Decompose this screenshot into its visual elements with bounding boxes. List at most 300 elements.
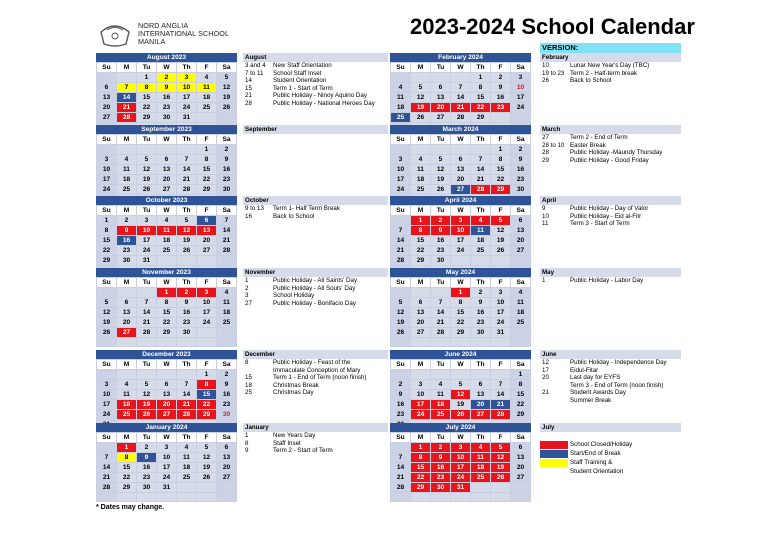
month-events [243,125,388,134]
day-cell: 15 [157,308,177,318]
day-cell: 9 [431,453,451,463]
day-cell [157,338,177,347]
day-cell: 8 [471,83,491,93]
day-cell: 26 [491,246,511,256]
event-row [540,389,681,397]
day-cell: 4 [157,216,177,226]
event-row [243,447,388,455]
day-cell: 24 [391,185,411,195]
day-cell: 9 [217,155,237,165]
day-cell [491,338,511,347]
day-cell: 10 [97,165,117,175]
legend-swatch-training [540,459,568,467]
day-cell: 4 [431,380,451,390]
day-cell: 2 [391,380,411,390]
day-cell: 5 [491,216,511,226]
day-cell: 7 [137,298,157,308]
day-cell: 24 [177,103,197,113]
day-cell: 7 [431,298,451,308]
day-cell: 29 [411,256,431,266]
day-cell: 11 [217,298,237,308]
event-row [540,142,681,150]
month-title: June 2024 [390,350,531,359]
event-date: 26 [542,77,549,85]
day-cell [97,370,117,380]
day-cell: 9 [177,298,197,308]
day-cell [177,483,197,493]
day-cell [491,483,511,493]
day-cell: 2 [217,370,237,380]
day-cell: 22 [97,246,117,256]
day-cell: 21 [217,236,237,246]
day-cell: 8 [157,298,177,308]
weekday-header: F [197,135,217,145]
event-label: Public Holiday - Labor Day [570,277,644,284]
month-calendar [390,53,531,132]
month-events [243,268,388,307]
day-cell [511,483,531,493]
day-cell: 25 [411,185,431,195]
day-cell: 1 [197,145,217,155]
day-cell: 27 [117,328,137,338]
day-cell: 23 [431,246,451,256]
day-cell: 29 [197,185,217,195]
legend-label-break: Start/End of Break [570,450,621,457]
weekday-header: Su [97,206,117,216]
event-label: Term 3 - End of Term (noon finish) [570,381,664,389]
weekday-header: Tu [137,135,157,145]
day-cell: 19 [451,400,471,410]
day-cell: 9 [511,155,531,165]
month-events [540,268,681,285]
event-row [540,213,681,221]
day-cell: 9 [391,390,411,400]
day-cell: 30 [157,113,177,123]
day-cell: 15 [97,236,117,246]
day-cell: 17 [177,93,197,103]
weekday-header: W [157,433,177,443]
event-date: 29 [542,156,549,164]
day-cell: 13 [511,453,531,463]
weekday-header: Sa [511,360,531,370]
day-cell: 11 [471,226,491,236]
day-cell: 25 [431,410,451,420]
day-cell: 3 [451,443,471,453]
day-cell: 1 [137,73,157,83]
day-cell: 5 [411,83,431,93]
day-cell: 28 [117,113,137,123]
day-cell [117,73,137,83]
day-cell: 31 [451,483,471,493]
day-cell [411,493,431,502]
day-cell: 2 [431,216,451,226]
weekday-header: Th [177,206,197,216]
event-date: 21 [245,92,252,100]
day-cell: 13 [97,93,117,103]
event-date: 21 [542,389,549,397]
day-cell: 25 [197,103,217,113]
day-cell: 9 [431,226,451,236]
day-cell: 18 [197,93,217,103]
day-cell: 11 [177,453,197,463]
day-cell: 23 [471,318,491,328]
day-cell: 17 [451,236,471,246]
day-cell: 26 [217,103,237,113]
weekday-header: Sa [217,360,237,370]
day-cell [137,370,157,380]
day-cell [197,328,217,338]
day-cell: 10 [451,226,471,236]
weekday-header: Su [391,278,411,288]
event-row [243,285,388,293]
day-cell: 7 [177,155,197,165]
event-date: 15 [245,374,252,382]
day-cell [117,338,137,347]
weekday-header: M [411,63,431,73]
event-label: Public Holiday - National Heroes Day [273,99,375,107]
weekday-header: F [491,433,511,443]
day-cell: 19 [97,318,117,328]
day-cell: 13 [157,165,177,175]
day-cell [431,73,451,83]
event-row [540,77,681,85]
weekday-header: Tu [431,278,451,288]
day-cell [491,493,511,502]
day-cell: 16 [217,390,237,400]
event-date: 1 [542,277,546,284]
day-cell: 24 [411,410,431,420]
weekday-header: Sa [217,278,237,288]
day-cell: 29 [157,328,177,338]
month-events [540,423,681,432]
day-cell: 26 [97,328,117,338]
day-cell: 23 [217,400,237,410]
weekday-header: F [197,206,217,216]
day-cell: 27 [471,410,491,420]
event-date: 8 [245,359,249,366]
day-cell: 13 [471,390,491,400]
day-cell: 20 [117,318,137,328]
day-cell [177,338,197,347]
day-cell: 3 [491,288,511,298]
event-label: Public Holiday - Eid al-Fitr [570,212,642,220]
event-label: Term 2 - End of Term [570,134,628,141]
day-cell: 24 [197,318,217,328]
weekday-header: Tu [137,360,157,370]
day-cell: 23 [217,175,237,185]
day-cell: 28 [217,246,237,256]
day-cell: 12 [391,308,411,318]
weekday-header: W [451,360,471,370]
event-row [243,367,388,375]
day-cell: 12 [491,453,511,463]
day-cell: 30 [431,483,451,493]
day-cell [157,493,177,502]
month-title: December 2023 [96,350,237,359]
day-cell [177,145,197,155]
day-cell [137,288,157,298]
day-cell: 21 [177,400,197,410]
event-label: Public Holiday - Ninoy Aquino Day [273,92,367,100]
day-cell: 22 [451,318,471,328]
weekday-header: Su [391,360,411,370]
day-cell [217,328,237,338]
day-cell: 28 [391,483,411,493]
event-date: 14 [245,77,252,85]
month-calendar [96,125,237,204]
day-cell: 15 [197,165,217,175]
day-cell: 21 [391,473,411,483]
day-cell [511,338,531,347]
day-cell [197,493,217,502]
event-row [243,389,388,397]
events-month-title: December [243,350,388,359]
day-cell: 26 [177,246,197,256]
day-cell: 3 [511,73,531,83]
weekday-header: Sa [217,135,237,145]
day-cell: 24 [451,473,471,483]
day-cell: 2 [137,443,157,453]
event-date: 28 [542,149,549,157]
day-cell: 6 [431,83,451,93]
event-label: Public Holiday - Independence Day [570,359,667,366]
day-cell: 8 [491,155,511,165]
month-calendar [96,196,237,275]
weekday-header: Tu [137,433,157,443]
event-date: 3 and 4 [245,62,266,69]
day-cell: 24 [97,185,117,195]
event-label: Public Holiday - All Souls' Day [273,284,356,292]
day-cell: 15 [197,390,217,400]
month-calendar [390,125,531,205]
day-cell: 28 [97,483,117,493]
day-cell [511,493,531,502]
day-cell: 22 [411,246,431,256]
event-label: Back to School [273,212,315,220]
event-date: 10 [542,212,549,220]
events-month-title: March [540,125,681,134]
day-cell [431,288,451,298]
weekday-header: W [451,63,471,73]
day-cell: 30 [137,483,157,493]
event-row [540,157,681,165]
day-cell [217,256,237,266]
day-cell [177,256,197,266]
day-cell [137,338,157,347]
day-cell: 15 [451,308,471,318]
day-cell: 10 [451,453,471,463]
day-cell: 6 [117,298,137,308]
day-cell: 26 [391,328,411,338]
day-cell: 16 [157,93,177,103]
day-cell: 5 [217,73,237,83]
weekday-header: F [491,63,511,73]
day-cell: 6 [217,443,237,453]
day-cell [197,338,217,347]
day-cell: 19 [137,175,157,185]
month-calendar [390,196,531,275]
day-cell [217,483,237,493]
day-cell: 16 [177,308,197,318]
weekday-header: W [157,63,177,73]
day-cell: 2 [157,73,177,83]
day-cell: 25 [177,473,197,483]
day-cell [411,288,431,298]
day-cell [197,113,217,123]
month-calendar [96,53,237,132]
event-date: 11 [542,220,549,228]
events-month-title: January [243,423,388,432]
events-month-title: June [540,350,681,359]
day-cell: 4 [471,443,491,453]
day-cell: 12 [137,165,157,175]
day-cell: 31 [157,483,177,493]
day-cell: 12 [97,308,117,318]
event-row [243,213,388,221]
day-cell: 1 [97,216,117,226]
event-date: 16 [245,212,252,220]
day-cell: 13 [217,453,237,463]
day-cell: 20 [471,400,491,410]
day-cell: 9 [491,83,511,93]
day-cell: 16 [491,93,511,103]
event-date: 27 [245,299,252,307]
day-cell: 19 [177,236,197,246]
month-events [540,350,681,405]
day-cell: 23 [391,410,411,420]
month-calendar [390,268,531,347]
weekday-header: M [117,63,137,73]
event-label: Student Awards Day [570,389,626,397]
weekday-header: Tu [431,63,451,73]
day-cell: 14 [117,93,137,103]
day-cell: 24 [491,318,511,328]
event-date: 2 [245,284,249,292]
day-cell: 27 [157,410,177,420]
weekday-header: Th [471,135,491,145]
event-date: 9 to 13 [245,205,264,212]
day-cell: 31 [137,256,157,266]
day-cell [451,338,471,347]
day-cell [431,493,451,502]
legend-label-holiday: School Closed/Holiday [570,441,633,448]
day-cell: 31 [177,113,197,123]
day-cell: 21 [137,318,157,328]
day-cell: 16 [391,400,411,410]
day-cell: 3 [97,380,117,390]
day-cell: 28 [177,410,197,420]
event-row [243,70,388,78]
day-cell: 11 [157,226,177,236]
event-row [243,92,388,100]
day-cell: 2 [177,288,197,298]
day-cell: 7 [97,453,117,463]
school-name-line1: NORD ANGLIA [138,21,189,30]
school-name-line3: MANILA [138,37,166,46]
day-cell [177,370,197,380]
event-date: 10 [542,62,549,69]
event-label: Staff Inset [273,439,301,447]
day-cell: 14 [491,390,511,400]
event-row [243,85,388,93]
day-cell [97,338,117,347]
event-label: Term 1 - Start of Term [273,84,333,92]
day-cell: 1 [451,288,471,298]
day-cell: 27 [451,185,471,195]
event-label: Public Holiday - Bonifacio Day [273,299,356,307]
weekday-header: Th [471,360,491,370]
day-cell: 19 [491,463,511,473]
legend-label-orientation: Student Orientation [570,468,624,475]
day-cell: 14 [177,390,197,400]
day-cell: 27 [511,246,531,256]
day-cell: 28 [391,256,411,266]
day-cell: 3 [157,443,177,453]
event-row [540,220,681,228]
day-cell [391,145,411,155]
day-cell: 17 [411,400,431,410]
day-cell: 9 [157,83,177,93]
day-cell: 26 [411,113,431,123]
day-cell [471,493,491,502]
day-cell: 21 [491,400,511,410]
day-cell: 18 [411,175,431,185]
event-row [243,432,388,440]
day-cell [391,493,411,502]
day-cell: 21 [177,175,197,185]
day-cell: 18 [217,308,237,318]
day-cell: 25 [511,318,531,328]
day-cell: 29 [197,410,217,420]
day-cell [157,256,177,266]
day-cell: 30 [471,328,491,338]
day-cell: 28 [491,410,511,420]
day-cell: 11 [391,93,411,103]
weekday-header: F [491,278,511,288]
weekday-header: Su [97,360,117,370]
month-events [540,53,681,85]
day-cell [411,338,431,347]
weekday-header: F [197,433,217,443]
day-cell: 20 [451,175,471,185]
day-cell: 29 [411,483,431,493]
event-row [540,149,681,157]
weekday-header: F [491,360,511,370]
day-cell: 18 [431,400,451,410]
day-cell: 27 [411,328,431,338]
weekday-header: M [117,135,137,145]
day-cell: 18 [471,236,491,246]
month-calendar [390,350,531,430]
day-cell: 20 [217,463,237,473]
weekday-header: F [197,63,217,73]
day-cell [97,288,117,298]
day-cell: 4 [391,83,411,93]
weekday-header: Th [471,63,491,73]
school-logo [98,22,248,50]
day-cell: 16 [117,236,137,246]
school-name-line2: INTERNATIONAL SCHOOL [138,29,230,38]
day-cell: 21 [391,246,411,256]
month-events [243,423,388,455]
day-cell: 19 [491,236,511,246]
day-cell: 23 [177,318,197,328]
day-cell: 21 [471,175,491,185]
day-cell: 29 [97,256,117,266]
day-cell: 10 [511,83,531,93]
day-cell: 17 [97,175,117,185]
event-row [243,359,388,367]
